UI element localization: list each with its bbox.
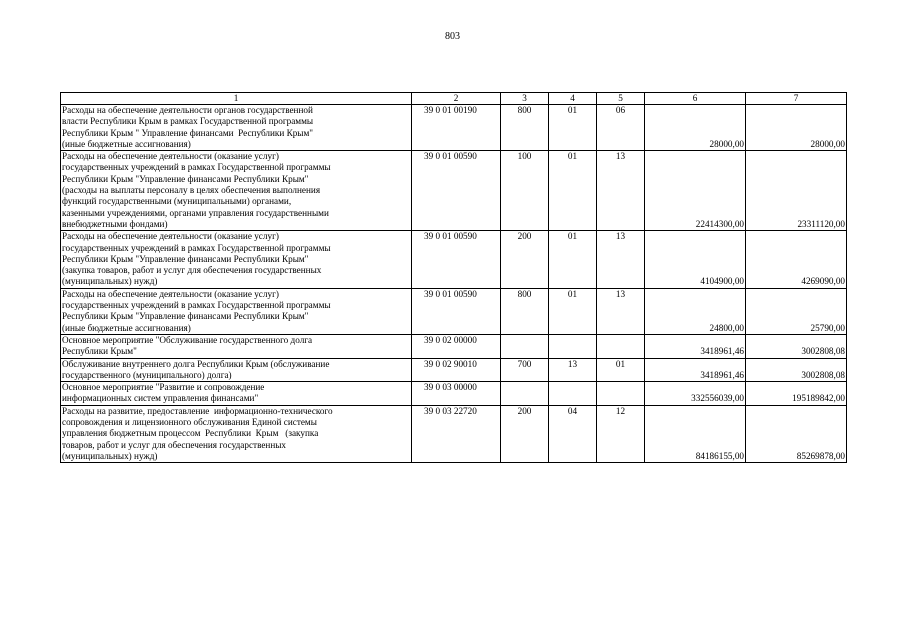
expense-name-line: управления бюджетным процессом Республики Крым (закупка bbox=[62, 428, 319, 439]
amount-year2-cell: 4269090,00 bbox=[746, 231, 847, 288]
section-cell: 01 bbox=[549, 151, 597, 231]
amount-year2-cell: 3002808,08 bbox=[746, 358, 847, 382]
target-code-cell: 39 0 03 22720 bbox=[412, 405, 501, 462]
section-cell bbox=[549, 382, 597, 406]
expense-type-cell: 200 bbox=[501, 231, 549, 288]
header-cell: 1 bbox=[61, 93, 412, 105]
amount-year1-cell: 24800,00 bbox=[645, 288, 746, 334]
subsection-cell: 13 bbox=[597, 231, 645, 288]
expense-type-cell: 800 bbox=[501, 105, 549, 151]
target-code-cell: 39 0 02 00000 bbox=[412, 334, 501, 358]
expense-name-line: казенными учреждениями, органами управления государственными bbox=[62, 207, 329, 218]
subsection-cell: 12 bbox=[597, 405, 645, 462]
target-code-cell: 39 0 02 90010 bbox=[412, 358, 501, 382]
subsection-cell: 06 bbox=[597, 105, 645, 151]
header-cell: 6 bbox=[645, 93, 746, 105]
header-cell: 5 bbox=[597, 93, 645, 105]
amount-year2-cell: 195189842,00 bbox=[746, 382, 847, 406]
expense-name-line: функций государственными (муниципальными) органами, bbox=[62, 196, 292, 207]
expense-name-line: информационных систем управления финансами" bbox=[62, 393, 259, 404]
expense-name-line: государственных учреждений в рамках Государственной программы bbox=[62, 300, 331, 311]
target-code-cell: 39 0 01 00590 bbox=[412, 151, 501, 231]
amount-year1-cell: 84186155,00 bbox=[645, 405, 746, 462]
expense-name-line: товаров, работ и услуг для обеспечения государственных bbox=[62, 439, 287, 450]
section-cell: 01 bbox=[549, 288, 597, 334]
table-row bbox=[61, 288, 847, 334]
section-cell: 04 bbox=[549, 405, 597, 462]
section-cell: 01 bbox=[549, 231, 597, 288]
expense-name-line: государственного (муниципального) долга) bbox=[62, 369, 232, 380]
expense-name-cell bbox=[61, 231, 412, 288]
expense-name-cell bbox=[61, 382, 412, 406]
expense-name-line: Республики Крым " Управление финансами Республики Крым" bbox=[62, 127, 314, 138]
expense-type-cell: 200 bbox=[501, 405, 549, 462]
table-row bbox=[61, 334, 847, 358]
amount-year2-cell: 28000,00 bbox=[746, 105, 847, 151]
expense-type-cell: 100 bbox=[501, 151, 549, 231]
expense-name-line: сопровождения и лицензионного обслуживания Единой системы bbox=[62, 417, 317, 428]
header-row bbox=[61, 93, 847, 105]
target-code-cell: 39 0 01 00190 bbox=[412, 105, 501, 151]
section-cell: 01 bbox=[549, 105, 597, 151]
expense-name-line: Республики Крым" bbox=[62, 346, 137, 357]
amount-year1-cell: 3418961,46 bbox=[645, 358, 746, 382]
expense-type-cell bbox=[501, 334, 549, 358]
expense-type-cell: 700 bbox=[501, 358, 549, 382]
page-number: 803 bbox=[445, 31, 460, 42]
section-cell: 13 bbox=[549, 358, 597, 382]
amount-year1-cell: 332556039,00 bbox=[645, 382, 746, 406]
table-row bbox=[61, 105, 847, 151]
expense-name-cell bbox=[61, 334, 412, 358]
expense-name-line: (иные бюджетные ассигнования) bbox=[62, 138, 191, 149]
expense-name-line: государственных учреждений в рамках Государственной программы bbox=[62, 242, 331, 253]
subsection-cell bbox=[597, 382, 645, 406]
header-cell: 4 bbox=[549, 93, 597, 105]
subsection-cell: 13 bbox=[597, 151, 645, 231]
header-cell: 3 bbox=[501, 93, 549, 105]
expense-name-line: (муниципальных) нужд) bbox=[62, 276, 158, 287]
expense-name-line: Основное мероприятие "Обслуживание государственного долга bbox=[62, 334, 313, 345]
expense-name-line: Республики Крым "Управление финансами Республики Крым" bbox=[62, 311, 309, 322]
subsection-cell: 13 bbox=[597, 288, 645, 334]
amount-year1-cell: 28000,00 bbox=[645, 105, 746, 151]
expense-name-cell bbox=[61, 105, 412, 151]
expense-type-cell: 800 bbox=[501, 288, 549, 334]
expense-name-line: (иные бюджетные ассигнования) bbox=[62, 322, 191, 333]
expense-name-line: Расходы на развитие, предоставление информационно-технического bbox=[62, 405, 333, 416]
header-cell: 7 bbox=[746, 93, 847, 105]
expense-name-line: Расходы на обеспечение деятельности (оказание услуг) bbox=[62, 151, 279, 162]
table-row bbox=[61, 358, 847, 382]
expense-name-cell bbox=[61, 405, 412, 462]
expense-name-line: внебюджетными фондами) bbox=[62, 218, 168, 229]
expense-name-cell bbox=[61, 151, 412, 231]
expense-name-line: власти Республики Крым в рамках Государственной программы bbox=[62, 116, 314, 127]
amount-year2-cell: 23311120,00 bbox=[746, 151, 847, 231]
amount-year1-cell: 22414300,00 bbox=[645, 151, 746, 231]
expense-name-line: (расходы на выплаты персоналу в целях обеспечения выполнения bbox=[62, 185, 321, 196]
subsection-cell bbox=[597, 334, 645, 358]
table-row bbox=[61, 382, 847, 406]
target-code-cell: 39 0 03 00000 bbox=[412, 382, 501, 406]
table-row bbox=[61, 231, 847, 288]
expense-name-line: Обслуживание внутреннего долга Республики Крым (обслуживание bbox=[62, 358, 330, 369]
expense-name-line: Республики Крым "Управление финансами Республики Крым" bbox=[62, 173, 309, 184]
budget-table bbox=[60, 92, 847, 463]
expense-name-cell bbox=[61, 288, 412, 334]
target-code-cell: 39 0 01 00590 bbox=[412, 231, 501, 288]
expense-name-line: Расходы на обеспечение деятельности органов государственной bbox=[62, 105, 313, 115]
table-row bbox=[61, 405, 847, 462]
amount-year2-cell: 25790,00 bbox=[746, 288, 847, 334]
expense-name-line: Расходы на обеспечение деятельности (оказание услуг) bbox=[62, 231, 279, 242]
expense-name-line: государственных учреждений в рамках Государственной программы bbox=[62, 162, 331, 173]
header-cell: 2 bbox=[412, 93, 501, 105]
expense-name-line: Основное мероприятие "Развитие и сопровождение bbox=[62, 382, 265, 393]
expense-name-cell bbox=[61, 358, 412, 382]
section-cell bbox=[549, 334, 597, 358]
table-row bbox=[61, 151, 847, 231]
amount-year1-cell: 4104900,00 bbox=[645, 231, 746, 288]
amount-year2-cell: 3002808,08 bbox=[746, 334, 847, 358]
expense-name-line: (закупка товаров, работ и услуг для обеспечения государственных bbox=[62, 265, 322, 276]
subsection-cell: 01 bbox=[597, 358, 645, 382]
target-code-cell: 39 0 01 00590 bbox=[412, 288, 501, 334]
amount-year2-cell: 85269878,00 bbox=[746, 405, 847, 462]
expense-name-line: Расходы на обеспечение деятельности (оказание услуг) bbox=[62, 288, 279, 299]
amount-year1-cell: 3418961,46 bbox=[645, 334, 746, 358]
expense-name-line: (муниципальных) нужд) bbox=[62, 450, 158, 461]
expense-name-line: Республики Крым "Управление финансами Республики Крым" bbox=[62, 253, 309, 264]
expense-type-cell bbox=[501, 382, 549, 406]
